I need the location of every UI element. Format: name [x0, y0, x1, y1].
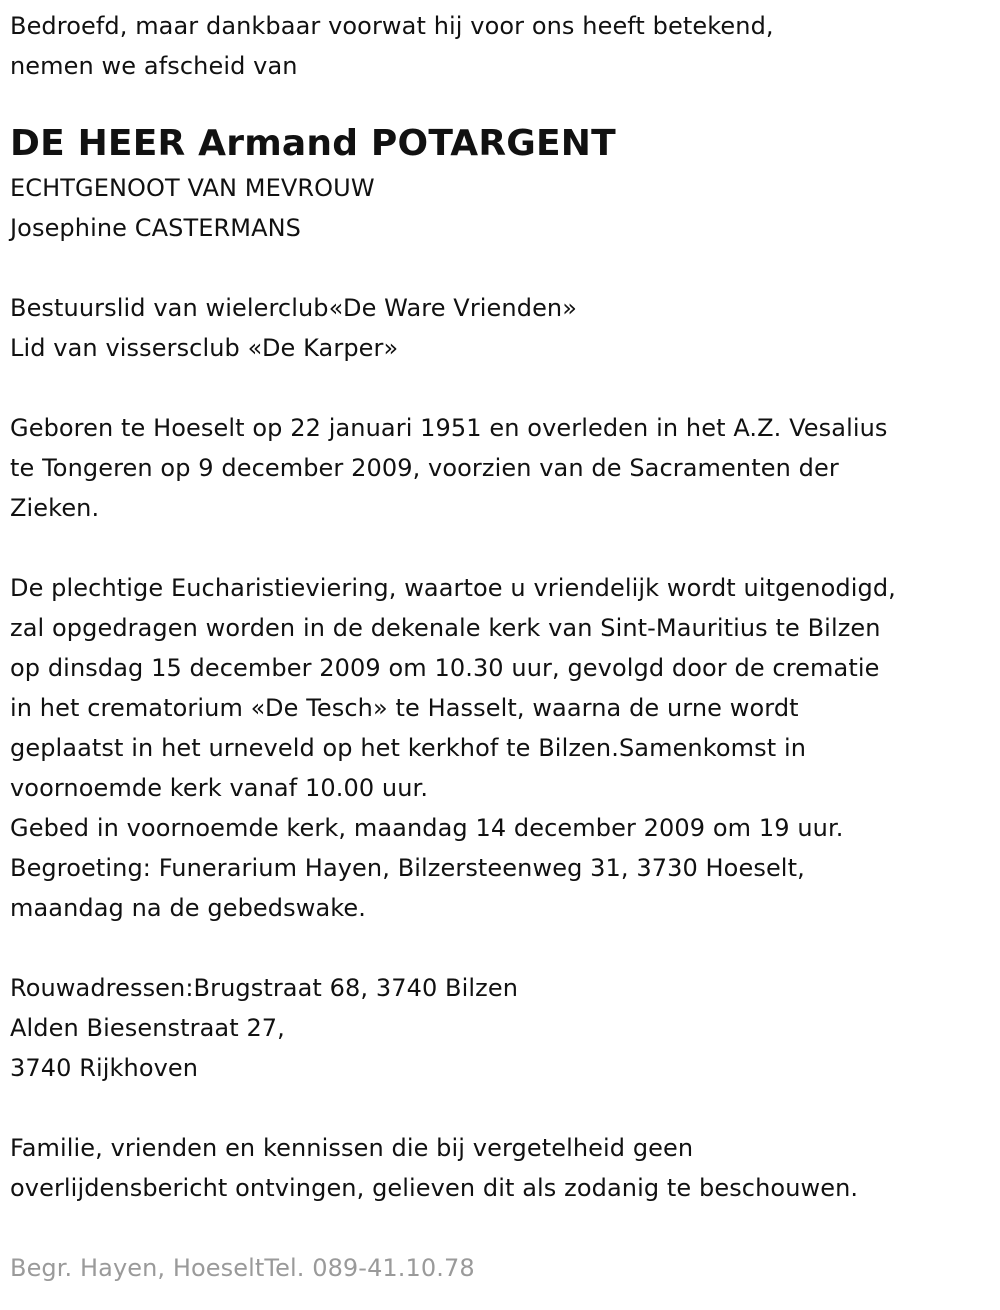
- ceremony-line-6: voornoemde kerk vanaf 10.00 uur.: [10, 774, 429, 802]
- birth-death-line-3: Zieken.: [10, 494, 100, 522]
- memberships-section: [10, 288, 995, 368]
- birth-death-section: [10, 408, 995, 528]
- ceremony-line-9: maandag na de gebedswake.: [10, 894, 366, 922]
- addresses-section: [10, 968, 995, 1088]
- ceremony-section: [10, 568, 995, 928]
- membership-line-1: Bestuurslid van wielerclub«De Ware Vrienden»: [10, 294, 578, 322]
- footer-funeral-home: Begr. Hayen, HoeseltTel. 089-41.10.78: [10, 1254, 475, 1282]
- address-line-2: Alden Biesenstraat 27,: [10, 1014, 285, 1042]
- ceremony-line-1: De plechtige Eucharistieviering, waartoe u vriendelijk wordt uitgenodigd,: [10, 574, 896, 602]
- spacer: [10, 1088, 995, 1128]
- deceased-name: DE HEER Armand POTARGENT: [10, 123, 616, 164]
- spacer: [10, 248, 995, 288]
- spouse-line-1: ECHTGENOOT VAN MEVROUW: [10, 174, 375, 202]
- notice-line-2: overlijdensbericht ontvingen, gelieven dit als zodanig te beschouwen.: [10, 1174, 859, 1202]
- intro-section: [10, 6, 995, 86]
- spouse-section: [10, 168, 995, 248]
- notice-section: [10, 1128, 995, 1208]
- intro-line-1: Bedroefd, maar dankbaar voorwat hij voor ons heeft betekend,: [10, 12, 774, 40]
- obituary-notice: [10, 6, 995, 1288]
- spacer: [10, 368, 995, 408]
- spacer: [10, 1208, 995, 1248]
- birth-death-line-1: Geboren te Hoeselt op 22 januari 1951 en overleden in het A.Z. Vesalius: [10, 414, 888, 442]
- ceremony-line-2: zal opgedragen worden in de dekenale kerk van Sint-Mauritius te Bilzen: [10, 614, 881, 642]
- spacer: [10, 928, 995, 968]
- address-line-1: Rouwadressen:Brugstraat 68, 3740 Bilzen: [10, 974, 519, 1002]
- ceremony-line-7: Gebed in voornoemde kerk, maandag 14 december 2009 om 19 uur.: [10, 814, 844, 842]
- ceremony-line-5: geplaatst in het urneveld op het kerkhof te Bilzen.Samenkomst in: [10, 734, 807, 762]
- birth-death-line-2: te Tongeren op 9 december 2009, voorzien van de Sacramenten der: [10, 454, 839, 482]
- ceremony-line-3: op dinsdag 15 december 2009 om 10.30 uur, gevolgd door de crematie: [10, 654, 880, 682]
- notice-line-1: Familie, vrienden en kennissen die bij vergetelheid geen: [10, 1134, 694, 1162]
- ceremony-line-4: in het crematorium «De Tesch» te Hasselt, waarna de urne wordt: [10, 694, 799, 722]
- membership-line-2: Lid van vissersclub «De Karper»: [10, 334, 399, 362]
- ceremony-line-8: Begroeting: Funerarium Hayen, Bilzersteenweg 31, 3730 Hoeselt,: [10, 854, 805, 882]
- spacer: [10, 86, 995, 112]
- intro-line-2: nemen we afscheid van: [10, 52, 298, 80]
- address-line-3: 3740 Rijkhoven: [10, 1054, 199, 1082]
- spouse-line-2: Josephine CASTERMANS: [10, 214, 301, 242]
- spacer: [10, 528, 995, 568]
